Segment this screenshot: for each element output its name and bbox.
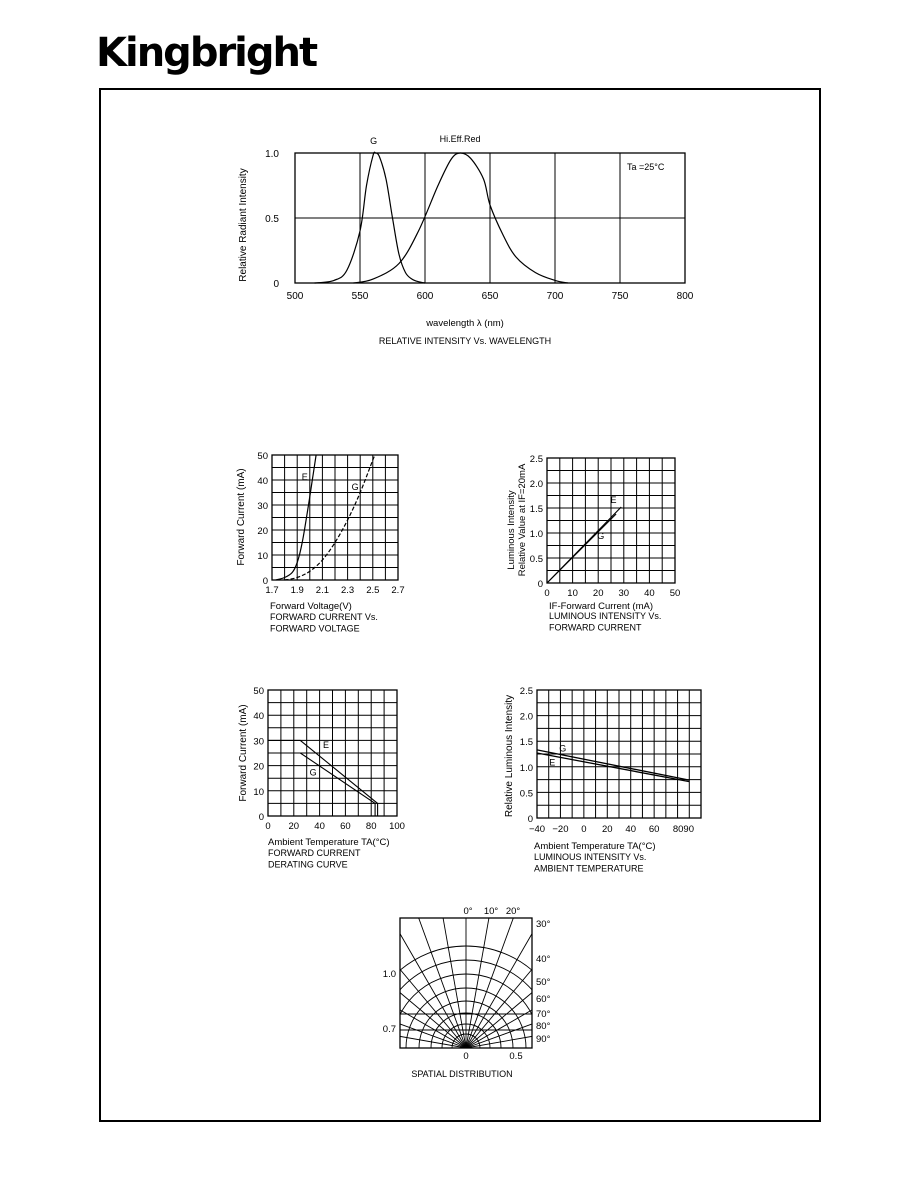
series-line: [547, 514, 616, 583]
radial-label: 0: [463, 1051, 469, 1062]
x-tick-label: 0: [581, 824, 587, 835]
y-tick-label: 30: [257, 501, 268, 512]
series-line: [268, 753, 375, 816]
x-tick-label: 40: [644, 588, 655, 599]
x-tick-label: 60: [648, 824, 660, 835]
x-tick-label: 1.9: [290, 585, 304, 596]
angle-label: 90°: [536, 1034, 551, 1045]
brand-logo: Kingbright: [96, 30, 317, 76]
x-tick-label: 10: [567, 588, 578, 599]
y-axis-label: Forward Current (mA): [236, 468, 247, 566]
x-tick-label: 750: [611, 291, 629, 302]
series-label: G: [309, 767, 317, 778]
y-tick-label: 1.0: [519, 762, 533, 774]
x-tick-label: 0: [265, 821, 271, 832]
y-tick-label: 2.0: [529, 479, 543, 490]
y-axis-label: Relative Luminous Intensity: [504, 694, 515, 818]
x-axis-label: IF-Forward Current (mA): [549, 601, 653, 612]
chart-title: SPATIAL DISTRIBUTION: [411, 1069, 513, 1079]
derating-curve-chart: [238, 686, 405, 870]
angle-label: 20°: [505, 906, 521, 917]
x-tick-label: 8090: [672, 824, 694, 835]
chart-title: DERATING CURVE: [268, 859, 348, 870]
y-tick-label: 30: [253, 736, 264, 748]
y-tick-label: 0.5: [529, 554, 543, 565]
y-tick-label: 20: [253, 761, 264, 773]
x-tick-label: 700: [546, 291, 564, 302]
x-tick-label: 40: [625, 824, 637, 835]
y-axis-label: Luminous Intensity: [506, 490, 517, 570]
angle-label: 80°: [536, 1021, 551, 1032]
angle-line: [466, 938, 657, 1048]
x-tick-label: 100: [389, 821, 405, 832]
y-tick-label: 0: [258, 812, 264, 823]
y-tick-label: 2.0: [519, 711, 533, 723]
x-tick-label: 800: [676, 291, 694, 302]
x-tick-label: 600: [416, 291, 434, 302]
x-axis-label: wavelength λ (nm): [426, 318, 504, 329]
y-tick-label: 0: [273, 279, 279, 290]
x-tick-label: 60: [340, 821, 351, 832]
y-tick-label: 40: [253, 711, 264, 723]
series-label: G: [370, 136, 378, 146]
x-tick-label: 50: [669, 588, 681, 599]
y-axis-label: Forward Current (mA): [238, 704, 249, 802]
angle-label: 10°: [483, 906, 499, 917]
x-tick-label: 550: [351, 291, 369, 302]
series-label: E: [301, 472, 308, 482]
y-tick-label: 1.5: [519, 737, 533, 749]
x-axis-label: Forward Voltage(V): [270, 601, 352, 612]
y-tick-label: 0.5: [519, 788, 533, 800]
x-axis-label: Ambient Temperature TA(°C): [268, 837, 390, 848]
y-tick-label: 0.5: [265, 214, 279, 225]
series-label: G: [351, 482, 359, 492]
x-axis-label: Ambient Temperature TA(°C): [534, 841, 656, 852]
x-tick-label: 30: [618, 588, 630, 599]
chart-title: RELATIVE INTENSITY Vs. WAVELENGTH: [378, 336, 552, 346]
chart-title: FORWARD CURRENT Vs.: [270, 612, 378, 622]
y-tick-label: 10: [253, 786, 264, 798]
x-tick-label: 2.1: [315, 585, 330, 596]
y-tick-label: 1.5: [529, 504, 543, 515]
spatial-distribution-chart: [246, 828, 686, 1150]
x-tick-label: 20: [592, 588, 604, 599]
x-tick-label: 1.7: [265, 585, 279, 596]
x-tick-label: 80: [365, 821, 377, 832]
y-tick-label: 0: [537, 579, 543, 590]
chart-title: FORWARD CURRENT: [268, 848, 361, 858]
temperature-annotation: Ta =25°C: [627, 162, 665, 172]
x-tick-label: −20: [552, 824, 569, 835]
y-tick-label: 2.5: [529, 454, 543, 465]
luminous-intensity-temperature-chart: [504, 686, 701, 874]
radial-label: 0.5: [509, 1051, 523, 1062]
angle-label: 0°: [463, 906, 473, 917]
x-tick-label: 2.3: [340, 585, 355, 596]
y-tick-label: 1.0: [265, 149, 279, 160]
y-tick-label: 20: [257, 526, 268, 537]
radial-label: 1.0: [382, 969, 396, 980]
x-tick-label: 2.5: [366, 585, 380, 596]
angle-line: [325, 879, 466, 1048]
chart-title: AMBIENT TEMPERATURE: [534, 863, 644, 874]
angle-line: [275, 938, 466, 1048]
series-label: Hi.Eff.Red: [439, 134, 481, 144]
y-tick-label: 2.5: [519, 686, 533, 697]
chart-title: LUMINOUS INTENSITY Vs.: [534, 852, 647, 862]
angle-label: 40°: [536, 954, 551, 965]
chart-title: FORWARD VOLTAGE: [270, 623, 360, 634]
luminous-intensity-current-chart: [506, 454, 680, 633]
radial-label: 0.7: [382, 1024, 396, 1035]
x-tick-label: 40: [314, 821, 325, 832]
x-tick-label: 650: [481, 291, 499, 302]
y-tick-label: 10: [257, 551, 268, 562]
series-label: E: [610, 495, 617, 505]
series-label: G: [597, 531, 605, 541]
x-tick-label: 20: [288, 821, 300, 832]
x-tick-label: 0: [544, 588, 550, 599]
angle-label: 70°: [536, 1009, 551, 1020]
series-label: E: [549, 757, 556, 768]
forward-current-voltage-chart: [236, 451, 405, 634]
y-tick-label: 50: [253, 686, 264, 697]
y-tick-label: 40: [257, 476, 268, 487]
x-tick-label: 500: [286, 291, 304, 302]
chart-title: LUMINOUS INTENSITY Vs.: [549, 611, 662, 621]
relative-intensity-chart: [238, 134, 694, 346]
series-label: G: [559, 743, 567, 754]
angle-label: 30°: [536, 919, 551, 930]
y-tick-label: 50: [257, 451, 268, 462]
y-axis-label: Relative Radiant Intensity: [238, 168, 249, 282]
series-label: E: [323, 739, 330, 750]
y-tick-label: 0: [527, 814, 533, 825]
y-tick-label: 0: [262, 576, 268, 587]
x-tick-label: 20: [601, 824, 613, 835]
angle-label: 60°: [536, 994, 551, 1005]
angle-label: 50°: [536, 977, 551, 988]
polar-grid: [246, 828, 686, 1150]
y-tick-label: 1.0: [529, 529, 543, 540]
x-tick-label: −40: [528, 824, 546, 835]
x-tick-label: 2.7: [391, 585, 405, 596]
chart-title: FORWARD CURRENT: [549, 622, 642, 633]
y-axis-label: Relative Value at IF=20mA: [517, 463, 528, 577]
